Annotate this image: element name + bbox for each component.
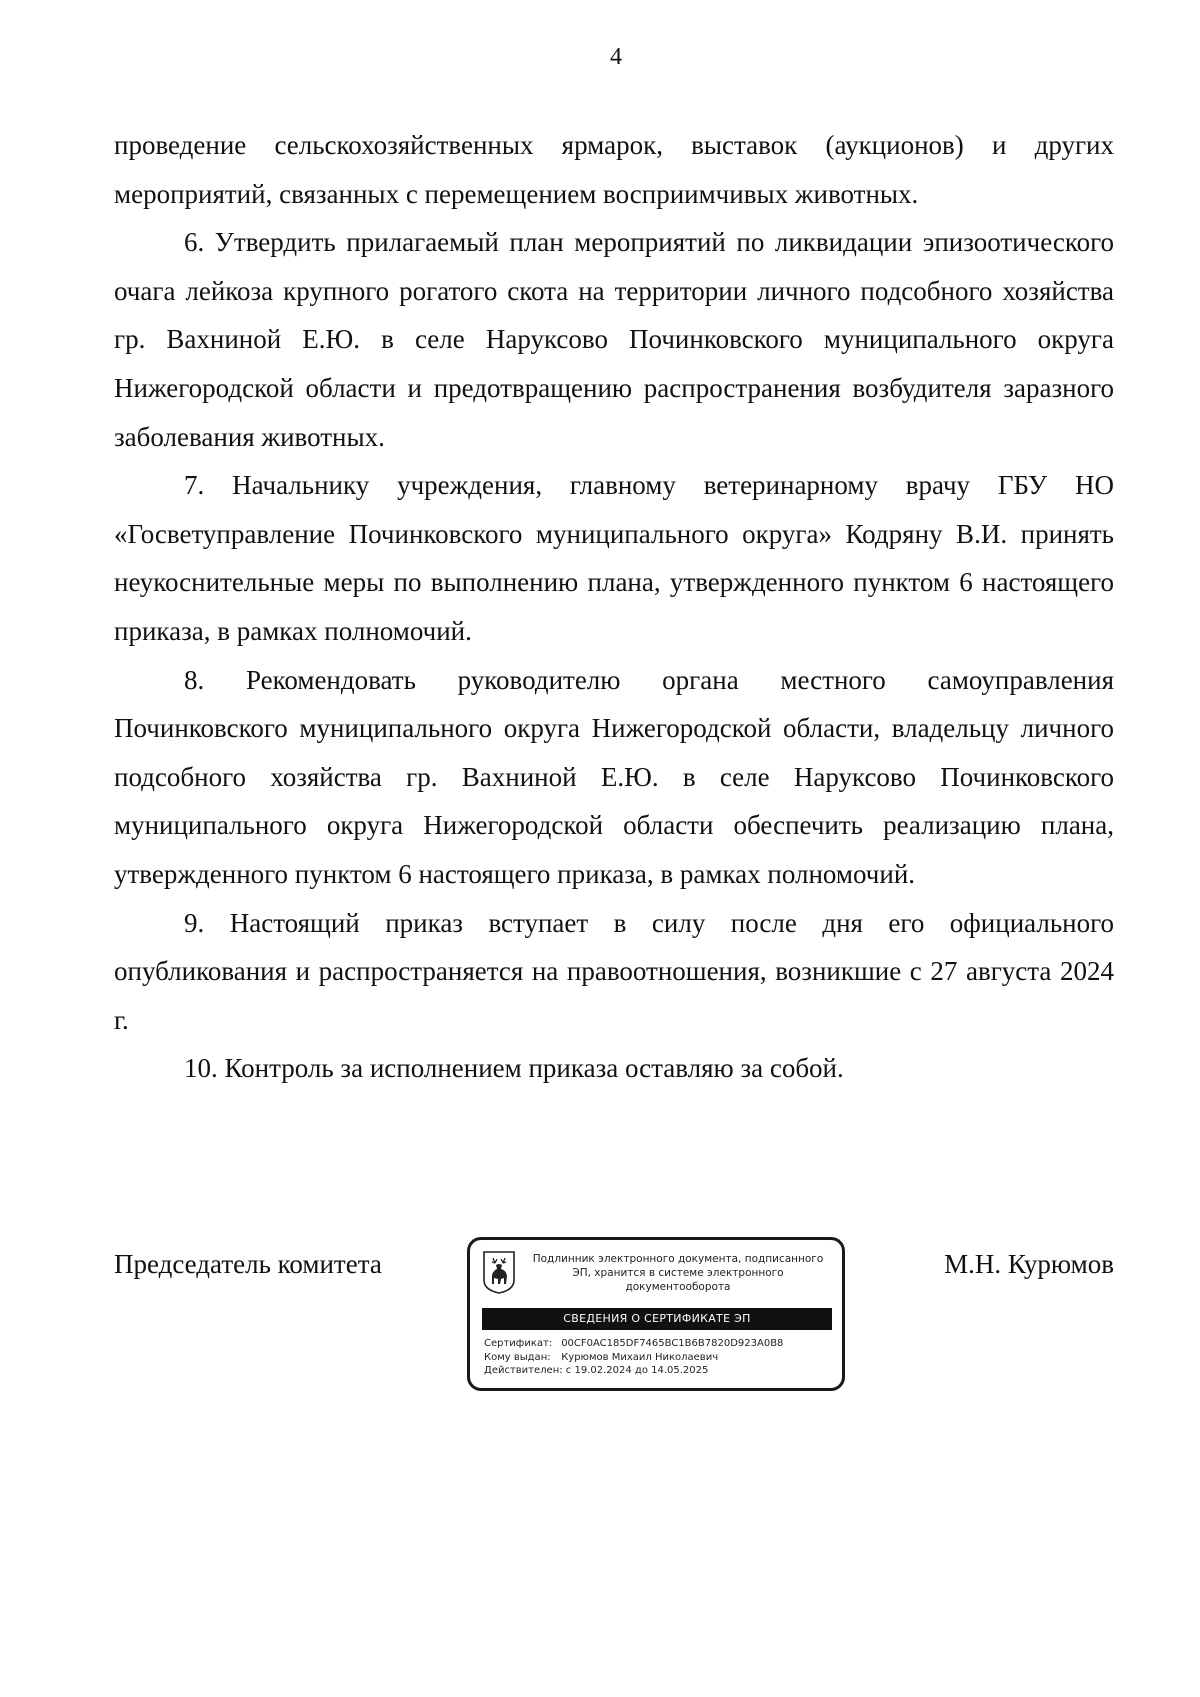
paragraph-item-6: 6. Утвердить прилагаемый план мероприятий по ликвидации эпизоотического очага лейкоза крупного рогатого скота на территории личного подсобного хозяйства гр. Вахниной Е.Ю. в селе Наруксово Починковского муниципального округа Нижегородской области и предотвращению распространения возбудителя заразного заболевания животных. [114, 227, 1114, 452]
stamp-header-text: Подлинник электронного документа, подписанного ЭП, хранится в системе электронного документооборота [532, 1253, 824, 1293]
valid-label: Действителен: [484, 1365, 563, 1376]
paragraph-continuation: проведение сельскохозяйственных ярмарок, выставок (аукционов) и других мероприятий, связанных с перемещением восприимчивых животных. [114, 130, 1114, 209]
valid-row [484, 1364, 783, 1378]
paragraph-item-8: 8. Рекомендовать руководителю органа местного самоуправления Починковского муниципального округа Нижегородской области, владельцу личного подсобного хозяйства гр. Вахниной Е.Ю. в селе Наруксово Починковского муниципального округа Нижегородской области обеспечить реализацию плана, утвержденного пунктом 6 настоящего приказа, в рамках полномочий. [114, 664, 1114, 889]
certificate-value: 00CF0AC185DF7465BC1B6B7820D923A0B8 [561, 1338, 784, 1349]
issued-to-label: Кому выдан: [484, 1351, 551, 1363]
certificate-info-bar: СВЕДЕНИЯ О СЕРТИФИКАТЕ ЭП [482, 1308, 832, 1330]
certificate-row [484, 1337, 783, 1351]
signature-block [114, 1237, 1114, 1407]
signatory-name: М.Н. Курюмов [944, 1249, 1114, 1279]
paragraph-item-9: 9. Настоящий приказ вступает в силу после дня его официального опубликования и распространяется на правоотношения, возникшие с 27 августа 2024 г. [114, 907, 1114, 1035]
page-number: 4 [610, 44, 622, 70]
issued-to-row [484, 1351, 783, 1365]
paragraph-item-10: 10. Контроль за исполнением приказа оставляю за собой. [184, 1053, 844, 1084]
document-body [114, 121, 1114, 1093]
deer-emblem-icon [482, 1250, 516, 1294]
certificate-details [484, 1337, 783, 1378]
electronic-signature-stamp [467, 1237, 845, 1391]
signatory-title: Председатель комитета [114, 1249, 382, 1279]
issued-to-value: Курюмов Михаил Николаевич [561, 1351, 719, 1363]
certificate-label: Сертификат: [484, 1338, 553, 1349]
paragraph-item-7: 7. Начальнику учреждения, главному ветеринарному врачу ГБУ НО «Госветуправление Починковского муниципального округа» Кодряну В.И. принять неукоснительные меры по выполнению плана, утвержденного пунктом 6 настоящего приказа, в рамках полномочий. [114, 470, 1114, 646]
valid-value: с 19.02.2024 до 14.05.2025 [565, 1365, 709, 1376]
